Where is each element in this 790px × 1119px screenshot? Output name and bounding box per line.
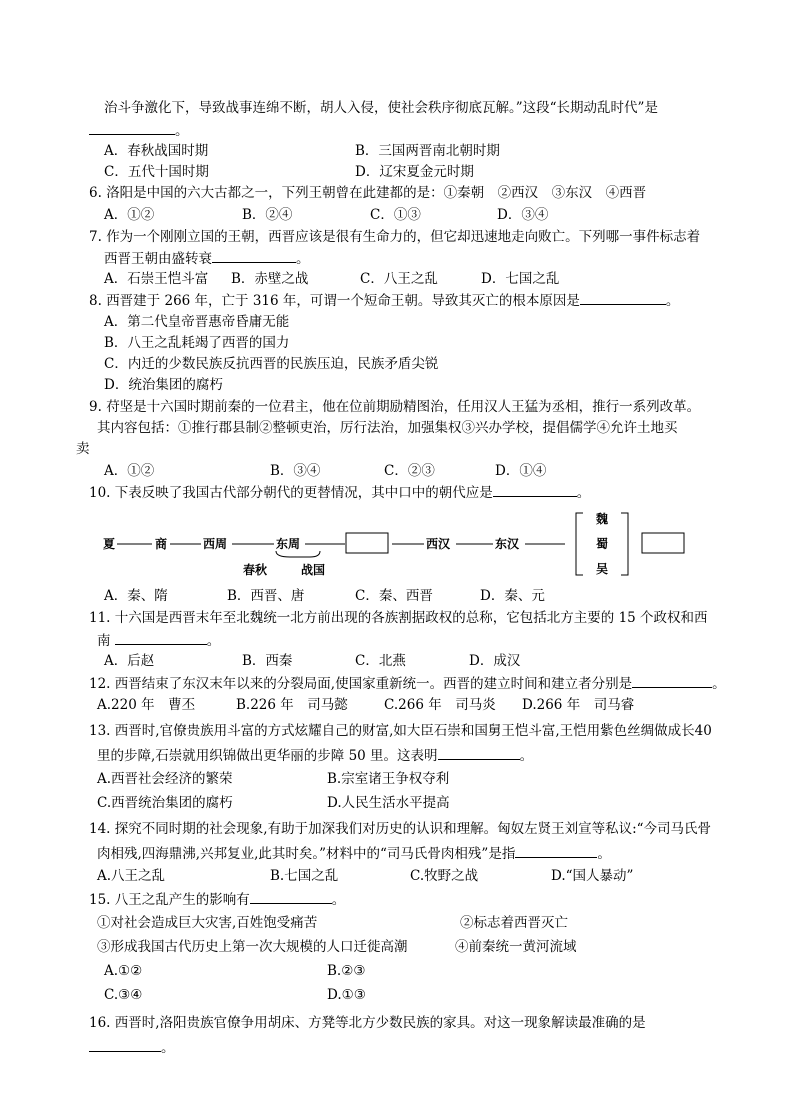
- option-c: C.③④: [104, 987, 143, 1003]
- right-bracket: [621, 513, 628, 575]
- question-16-stem-end: 。: [89, 1038, 175, 1057]
- dynasty-xihan: 西汉: [426, 537, 451, 551]
- answer-blank: [438, 746, 520, 760]
- blank-box-2: [642, 533, 684, 553]
- question-7-stem: 7. 作为一个刚刚立国的王朝，西晋应该是很有生命力的，但它却迅速地走向败亡。下列哪一事件标志着: [89, 229, 701, 245]
- option-d: D.“国人暴动”: [551, 868, 634, 884]
- option-a: A．第二代皇帝晋惠帝昏庸无能: [104, 314, 290, 330]
- option-b: B．②④: [242, 207, 293, 223]
- answer-blank: [250, 890, 332, 904]
- kingdom-shu: 蜀: [596, 537, 609, 551]
- option-c: C．北燕: [355, 653, 406, 669]
- option-b: B．西晋、唐: [227, 588, 305, 604]
- answer-blank: [580, 291, 666, 305]
- option-d: D.人民生活水平提高: [327, 795, 450, 811]
- option-c: C．八王之乱: [360, 271, 438, 287]
- dynasty-dongzhou: 东周: [276, 537, 301, 551]
- kingdom-wei: 魏: [596, 512, 609, 526]
- statement-2: ②标志着西晋灭亡: [460, 915, 568, 931]
- option-d: D.266 年 司马睿: [522, 697, 635, 713]
- option-b: B.宗室诸王争权夺利: [327, 771, 450, 787]
- option-d: D．秦、元: [480, 588, 545, 604]
- dynasty-shang: 商: [155, 537, 168, 551]
- question-11-stem-cont: 南 。: [97, 633, 221, 649]
- option-b: B.②③: [327, 963, 366, 979]
- question-13-stem: 13. 西晋时,官僚贵族用斗富的方式炫耀自己的财富,如大臣石崇和国舅王恺斗富,王恺用紫色丝绸做成长40: [89, 723, 712, 739]
- blank-box-1: [346, 533, 388, 553]
- option-c: C．②③: [384, 463, 435, 479]
- dynasty-diagram: [0, 505, 790, 585]
- dynasty-xia: 夏: [103, 537, 116, 551]
- statement-1: ①对社会造成巨大灾害,百姓饱受痛苦: [97, 915, 318, 931]
- question-7-stem-cont: 西晋王朝由盛转衰 。: [104, 251, 310, 267]
- option-b: B.226 年 司马懿: [236, 697, 348, 713]
- statement-3: ③形成我国古代历史上第一次大规模的人口迁徙高潮: [97, 939, 408, 955]
- option-d: D．辽宋夏金元时期: [355, 164, 474, 180]
- question-14-stem-cont: 肉相残,四海鼎沸,兴邦复业,此其时矣。”材料中的“司马氏骨肉相残”是指 。: [97, 846, 611, 862]
- option-a: A．①②: [104, 207, 155, 223]
- option-a: A.220 年 曹丕: [97, 697, 196, 713]
- option-b: B．赤壁之战: [231, 271, 309, 287]
- question-16-stem: 16. 西晋时,洛阳贵族官僚争用胡床、方凳等北方少数民族的家具。对这一现象解读最准确的是: [89, 1015, 646, 1031]
- answer-blank: [632, 674, 712, 688]
- question-13-stem-cont: 里的步障,石崇就用织锦做出更华丽的步障 50 里。这表明 。: [97, 748, 534, 764]
- question-9-stem-end: 卖: [76, 441, 90, 457]
- option-b: B．西秦: [242, 653, 293, 669]
- dynasty-xizhou: 西周: [203, 537, 228, 551]
- option-c: C．内迁的少数民族反抗西晋的民族压迫，民族矛盾尖锐: [104, 356, 439, 372]
- question-9-stem: 9. 苻坚是十六国时期前秦的一位君主，他在位前期励精图治，任用汉人王猛为丞相，推行一系列改革。: [89, 399, 701, 415]
- answer-blank: [515, 844, 597, 858]
- option-c: C．秦、西晋: [355, 588, 433, 604]
- sub-brace: [276, 551, 320, 557]
- question-14-stem: 14. 探究不同时期的社会现象,有助于加深我们对历史的认识和理解。匈奴左贤王刘宣等私议:“今司马氏骨: [89, 821, 712, 837]
- option-a: A.八王之乱: [97, 868, 166, 884]
- option-d: D.①③: [327, 987, 366, 1003]
- question-9-stem-cont: 其内容包括：①推行郡县制②整顿吏治，厉行法治，加强集权③兴办学校，提倡儒学④允许土地买: [97, 420, 678, 436]
- question-6-stem: 6. 洛阳是中国的六大古都之一，下列王朝曾在此建都的是：①秦朝 ②西汉 ③东汉 ④西晋: [89, 185, 647, 201]
- question-10-stem: 10. 下表反映了我国古代部分朝代的更替情况，其中口中的朝代应是 。: [89, 485, 591, 501]
- kingdom-wu: 吴: [596, 562, 609, 576]
- statement-4: ④前秦统一黄河流域: [455, 939, 577, 955]
- question-12-stem: 12. 西晋结束了东汉末年以来的分裂局面,使国家重新统一。西晋的建立时间和建立者分别是 。: [89, 676, 726, 692]
- option-d: D．统治集团的腐朽: [104, 377, 223, 393]
- option-b: B．三国两晋南北朝时期: [355, 143, 500, 159]
- answer-blank: [493, 483, 577, 497]
- option-c: C.266 年 司马炎: [384, 697, 496, 713]
- option-a: A.西晋社会经济的繁荣: [97, 771, 233, 787]
- option-a: A．石崇王恺斗富: [104, 271, 209, 287]
- option-d: D．七国之乱: [481, 271, 560, 287]
- left-bracket: [576, 513, 583, 575]
- question-15-stem: 15. 八王之乱产生的影响有 。: [89, 892, 346, 908]
- option-c: C.牧野之战: [410, 868, 479, 884]
- answer-blank: [89, 121, 175, 135]
- option-d: D．③④: [497, 207, 549, 223]
- question-11-stem: 11. 十六国是西晋末年至北魏统一北方前出现的各族割据政权的总称，它包括北方主要的 15 个政权和西: [89, 610, 708, 626]
- option-a: A．秦、隋: [104, 588, 168, 604]
- option-a: A.①②: [104, 963, 143, 979]
- intro-line-end: 。: [89, 121, 189, 140]
- period-zhanguo: 战国: [301, 563, 326, 577]
- option-d: D．成汉: [469, 653, 521, 669]
- option-b: B.七国之乱: [270, 868, 339, 884]
- option-a: A．①②: [104, 463, 155, 479]
- intro-line: 治斗争激化下，导致战事连绵不断，胡人入侵，使社会秩序彻底瓦解。”这段“长期动乱时代”是: [104, 100, 658, 116]
- option-c: C．①③: [370, 207, 421, 223]
- option-d: D．①④: [495, 463, 547, 479]
- answer-blank: [212, 249, 296, 263]
- option-a: A．春秋战国时期: [104, 143, 209, 159]
- option-c: C.西晋统治集团的腐朽: [97, 795, 233, 811]
- option-a: A．后赵: [104, 653, 155, 669]
- option-b: B．八王之乱耗竭了西晋的国力: [104, 335, 290, 351]
- answer-blank: [115, 631, 207, 645]
- option-c: C．五代十国时期: [104, 164, 209, 180]
- option-b: B．③④: [270, 463, 321, 479]
- question-8-stem: 8. 西晋建于 266 年，亡于 316 年，可谓一个短命王朝。导致其灭亡的根本原因是 。: [89, 293, 680, 309]
- dynasty-donghan: 东汉: [495, 537, 520, 551]
- answer-blank: [89, 1038, 161, 1052]
- period-chunqiu: 春秋: [243, 563, 268, 577]
